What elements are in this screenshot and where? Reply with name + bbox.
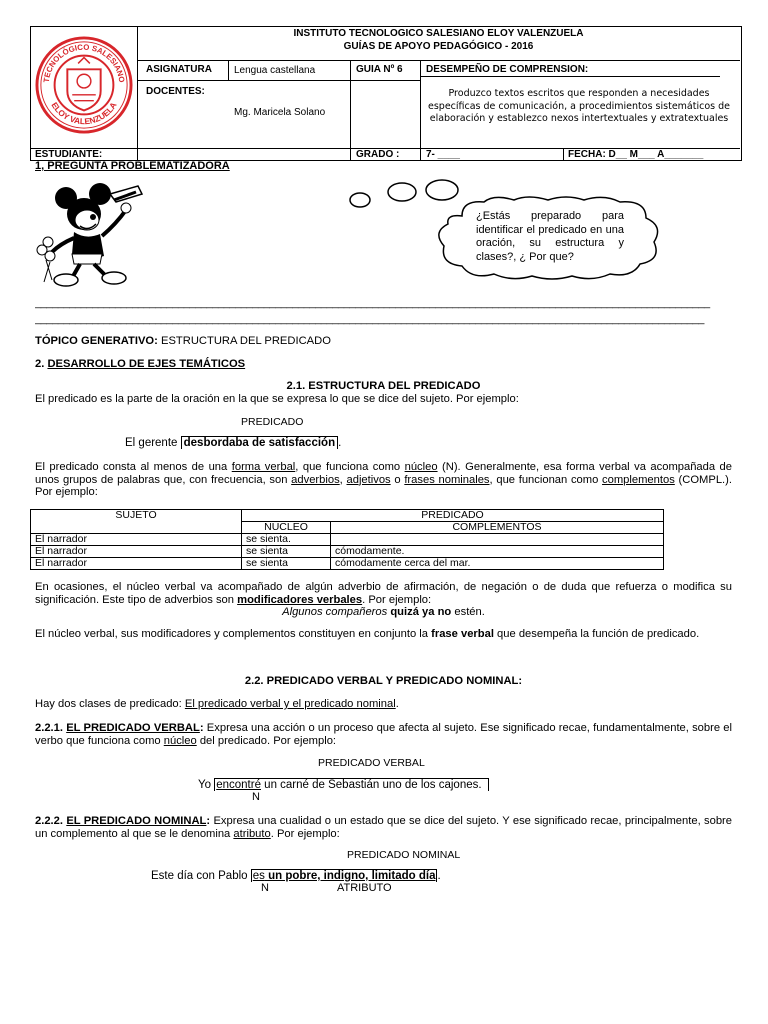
guide-title: GUÍAS DE APOYO PEDAGÓGICO - 2016 (343, 41, 534, 52)
text-run: núcleo (404, 461, 438, 473)
example1-label: PREDICADO (241, 416, 304, 428)
answer-line: ______________________________________________________________________________________________________________________ (35, 297, 710, 309)
text-run: frase verbal (431, 628, 494, 640)
header-nucleus: NUCLEO (242, 522, 331, 534)
example1-predicate: desbordaba de satisfacción (181, 436, 338, 449)
example1-sentence (125, 437, 341, 449)
text-run: . Por ejemplo: (362, 593, 432, 606)
example2-sentence (35, 606, 732, 619)
text-run: , que funciona como (295, 461, 405, 473)
text-run: Hay dos clases de predicado: (35, 698, 185, 710)
example4-attribute-mark: ATRIBUTO (337, 882, 392, 894)
table-row (31, 558, 664, 570)
mickey-illustration (30, 180, 148, 290)
example4-label: PREDICADO NOMINAL (347, 849, 461, 861)
header-divider (228, 60, 229, 80)
text-run: , (339, 473, 347, 486)
text-run: Algunos compañeros (282, 606, 388, 618)
example3-subject: Yo (198, 779, 215, 791)
teacher-value: Mg. Maricela Solano (234, 107, 326, 118)
performance-text: Produzco textos escritos que responden a necesidades específicas de comunicación, a procedimientos sistemáticos de elaboración y establezco nexos intertextuales y extratextuales (428, 88, 730, 124)
text-run: El predicado consta al menos de una (35, 461, 232, 473)
example4-subject: Este día con Pablo (151, 870, 251, 882)
cloud-question-text: ¿Estás preparado para identificar el predicado en una oración, su estructura y clases?, ¿ Por que? (476, 210, 624, 263)
header-divider (420, 60, 421, 160)
section221-paragraph (35, 722, 732, 747)
header-complements: COMPLEMENTOS (331, 522, 664, 534)
text-run: complementos (602, 473, 675, 486)
answer-line: _____________________________________________________________________________________________________________________ (35, 313, 704, 325)
section21-paragraph4 (35, 628, 732, 641)
text-run: adjetivos (346, 473, 391, 486)
text-run: quizá ya no (387, 606, 452, 618)
cell-subject: El narrador (31, 558, 242, 570)
grade-value: 7- ____ (426, 149, 460, 160)
example3-nucleus-mark: N (252, 791, 260, 803)
section2-title-text: DESARROLLO DE EJES TEMÁTICOS (47, 358, 246, 370)
example3-rest: un carné de Sebastián uno de los cajones. (260, 779, 482, 791)
text-run: forma verbal (231, 461, 296, 473)
example4-end: . (437, 870, 441, 882)
subject-value: Lengua castellana (234, 65, 316, 76)
cell-complement: cómodamente. (331, 546, 664, 558)
section21-paragraph2 (35, 461, 732, 499)
table-row (31, 546, 664, 558)
topic-value: ESTRUCTURA DEL PREDICADO (157, 335, 331, 347)
cell-subject: El narrador (31, 546, 242, 558)
example1-end: . (338, 437, 342, 449)
cell-complement (331, 534, 664, 546)
header-divider (563, 148, 564, 160)
text-run: modificadores verbales (237, 593, 363, 606)
text-run: , que funcionan como (489, 473, 603, 486)
institute-name: INSTITUTO TECNOLOGICO SALESIANO ELOY VALENZUELA (293, 28, 584, 39)
text-run: : (206, 815, 211, 827)
example4-sentence (151, 870, 441, 882)
text-run: (COMPL.). Por ejemplo: (35, 473, 732, 499)
svg-text:TECNOLÓGICO SALESIANO: TECNOLÓGICO SALESIANO (41, 42, 127, 84)
text-run: núcleo (163, 734, 197, 747)
cell-subject: El narrador (31, 534, 242, 546)
section21-title: 2.1. ESTRUCTURA DEL PREDICADO (286, 380, 481, 392)
table-row (31, 534, 664, 546)
text-run: EL PREDICADO VERBAL (66, 722, 200, 734)
header-subject: SUJETO (31, 510, 242, 534)
text-run: . (395, 698, 399, 710)
example4-verb: es (252, 870, 265, 882)
student-label: ESTUDIANTE: (35, 149, 103, 160)
section2-title (35, 358, 732, 371)
text-run: . Por ejemplo: (270, 827, 340, 840)
topic-label: TÓPICO GENERATIVO: (35, 335, 158, 347)
example3-predicate (214, 778, 488, 791)
text-run: El predicado verbal y el predicado nominal (184, 698, 396, 710)
header-predicate: PREDICADO (242, 510, 664, 522)
grade-label: GRADO : (356, 149, 400, 160)
text-run: : (199, 722, 204, 734)
example4-nucleus-mark: N (261, 882, 269, 894)
table-header-row (31, 510, 664, 522)
text-run: atributo (233, 827, 271, 840)
generative-topic (35, 335, 732, 348)
performance-label: DESEMPEÑO DE COMPRENSION: (426, 64, 589, 75)
text-run: frases nominales (404, 473, 490, 486)
predicate-table (30, 509, 664, 570)
teachers-label: DOCENTES: (146, 86, 205, 97)
date-label: FECHA: D__ M___ A_______ (568, 149, 704, 160)
section1-title: 1, PREGUNTA PROBLEMATIZADORA (35, 160, 230, 172)
cell-complement: cómodamente cerca del mar. (331, 558, 664, 570)
header-divider (137, 80, 420, 81)
example1-subject: El gerente (125, 437, 181, 449)
svg-text:ELOY VALENZUELA: ELOY VALENZUELA (49, 100, 119, 127)
school-logo (35, 36, 133, 134)
example3-sentence (198, 779, 489, 791)
section222-paragraph (35, 815, 732, 840)
section22-title: 2.2. PREDICADO VERBAL Y PREDICADO NOMINAL: (244, 675, 523, 687)
example4-attribute: un pobre, indigno, limitado día (264, 870, 436, 882)
guide-number: GUIA Nº 6 (356, 64, 403, 75)
example3-verb: encontré (216, 779, 261, 791)
cell-nucleus: se sienta. (242, 534, 331, 546)
cell-nucleus: se sienta (242, 558, 331, 570)
text-run: estén. (451, 606, 485, 618)
section21-paragraph3 (35, 581, 732, 606)
example3-label: PREDICADO VERBAL (318, 757, 425, 769)
text-run: adverbios (291, 473, 340, 486)
text-run: El núcleo verbal, sus modificadores y complementos constituyen en conjunto la (35, 628, 432, 640)
cell-nucleus: se sienta (242, 546, 331, 558)
header-divider (350, 60, 351, 160)
text-run: o (390, 473, 405, 486)
text-run: (N). Generalmente, esa forma verbal va acompañada de unos grupos de palabras que, con frecuencia, son (35, 461, 733, 486)
section21-intro: El predicado es la parte de la oración en la que se expresa lo que se dice del sujeto. Por ejemplo: (35, 393, 519, 405)
example4-predicate (251, 869, 441, 882)
text-run: que desempeña la función de predicado. (493, 628, 700, 640)
text-run: Expresa una acción o un proceso que afecta al sujeto. Ese significado recae, fundamentalmente, sobre el verbo que funciona como (35, 722, 732, 747)
header-divider (420, 76, 720, 77)
subject-label: ASIGNATURA (146, 64, 212, 75)
text-run: En ocasiones, el núcleo verbal va acompañado de algún adverbio de afirmación, de negación o de duda que refuerza o modifica su significación. Este tipo de adverbios son (35, 581, 732, 606)
text-run: 2.2.2. (35, 815, 67, 827)
section22-intro (35, 698, 732, 711)
text-run: del predicado. Por ejemplo: (196, 734, 337, 747)
text-run: EL PREDICADO NOMINAL (66, 815, 207, 827)
section2-number: 2. (35, 358, 48, 370)
text-run: Expresa una cualidad o un estado que se dice del sujeto. Y ese significado recae, principalmente, sobre un complemento al que se le denomina (35, 815, 732, 840)
text-run: 2.2.1. (35, 722, 67, 734)
